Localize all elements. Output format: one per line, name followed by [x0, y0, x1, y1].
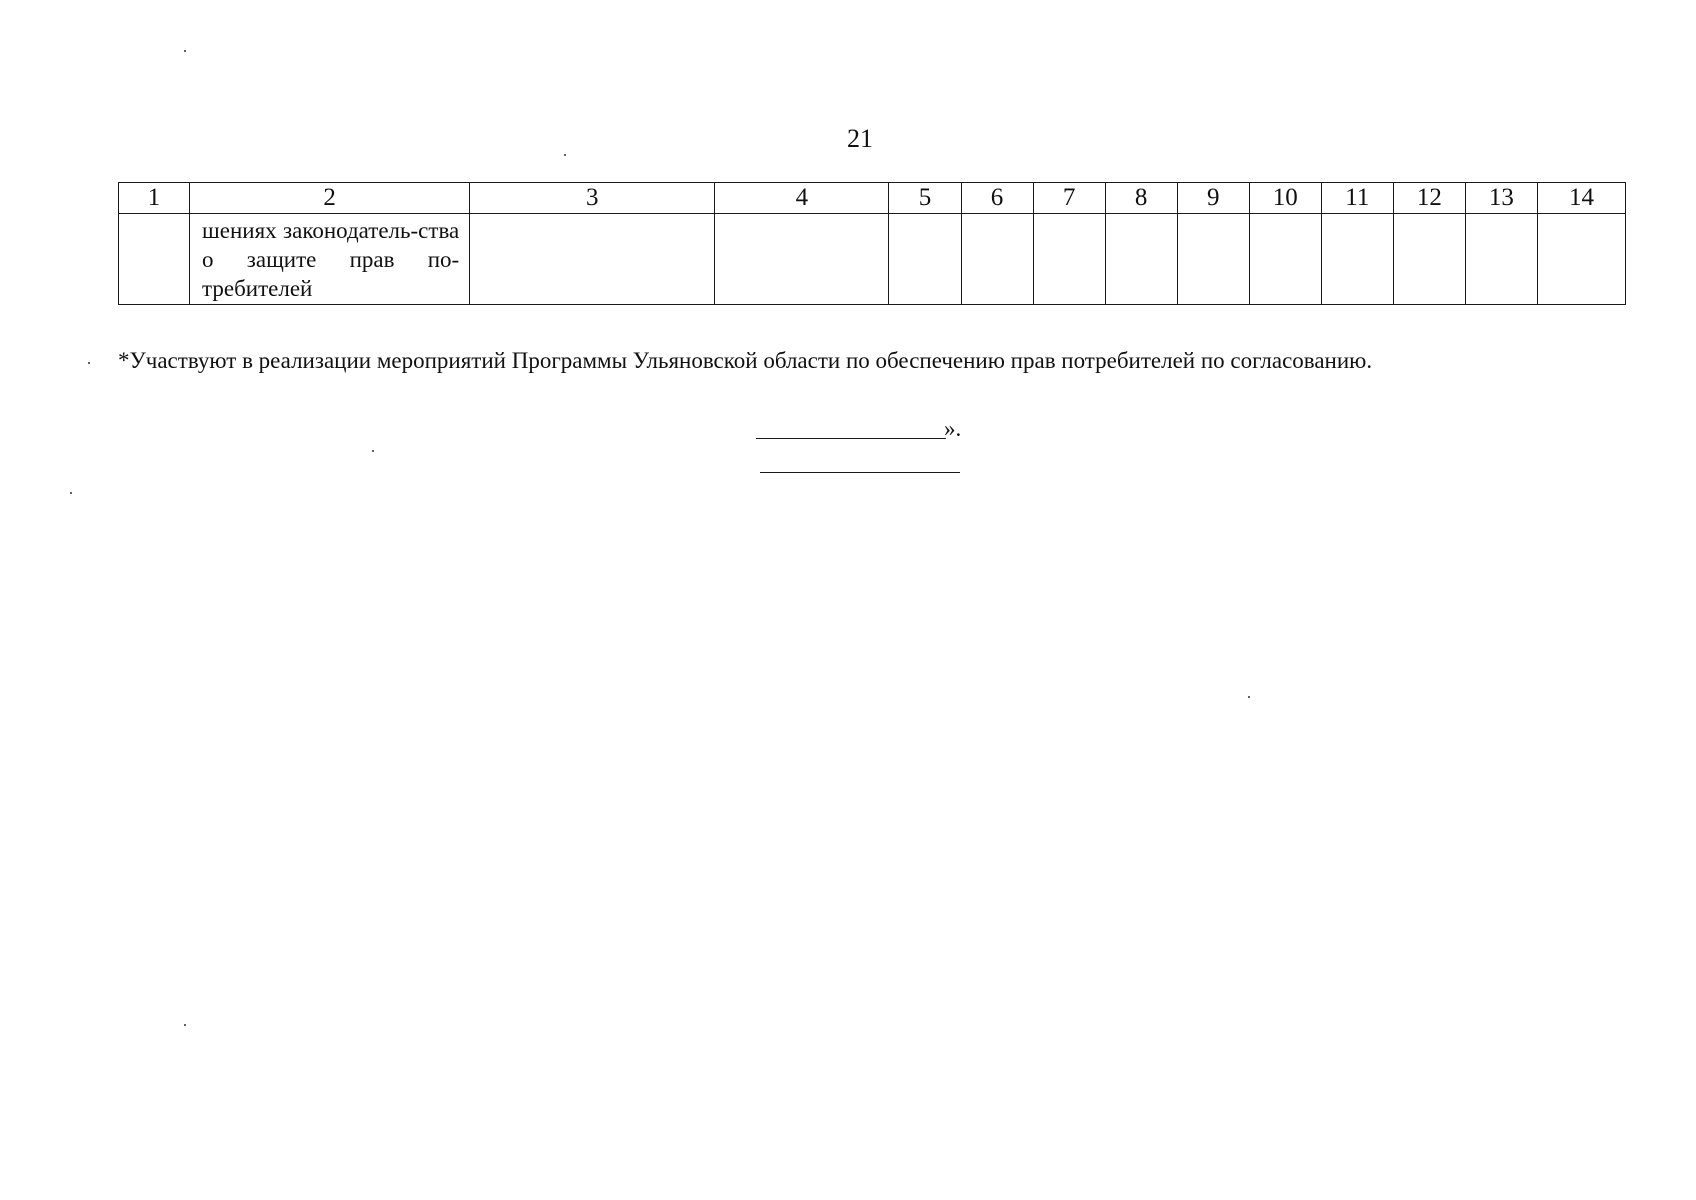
table-cell	[961, 214, 1033, 305]
column-number-cell: 1	[119, 183, 190, 214]
table-row	[119, 214, 1626, 305]
column-number-cell: 4	[715, 183, 889, 214]
table-cell	[1105, 214, 1177, 305]
scan-speck	[184, 1024, 186, 1026]
column-number-cell: 9	[1177, 183, 1249, 214]
table-cell	[715, 214, 889, 305]
table-cell	[1321, 214, 1393, 305]
closing-quote-mark: ».	[944, 416, 962, 441]
column-number-cell: 11	[1321, 183, 1393, 214]
table-cell	[470, 214, 715, 305]
document-end-rule	[760, 472, 960, 473]
scan-speck	[184, 50, 186, 52]
column-number-cell: 10	[1249, 183, 1321, 214]
table-cell	[1249, 214, 1321, 305]
scan-speck	[1248, 696, 1250, 698]
column-number-cell: 14	[1537, 183, 1625, 214]
table-cell	[1033, 214, 1105, 305]
column-number-cell: 6	[961, 183, 1033, 214]
column-number-row	[119, 183, 1626, 214]
column-number-cell: 8	[1105, 183, 1177, 214]
column-number-cell: 3	[470, 183, 715, 214]
closing-blank-line	[756, 438, 946, 439]
table-cell	[1465, 214, 1537, 305]
table-cell	[1393, 214, 1465, 305]
measure-text: шениях законодатель-ства о защите прав по-требителей	[202, 218, 460, 301]
scan-speck	[564, 154, 566, 156]
table-cell	[1537, 214, 1625, 305]
table-cell	[190, 214, 470, 305]
page-number: 21	[847, 124, 873, 153]
column-number-cell: 13	[1465, 183, 1537, 214]
footnote: *Участвуют в реализации мероприятий Программы Ульяновской области по обеспечению прав потребителей по согласованию.	[118, 348, 1373, 373]
column-number-cell: 7	[1033, 183, 1105, 214]
column-number-cell: 5	[889, 183, 961, 214]
column-number-cell: 12	[1393, 183, 1465, 214]
continuation-table	[118, 182, 1626, 305]
column-number-cell: 2	[190, 183, 470, 214]
scan-speck	[372, 450, 374, 452]
scan-speck	[88, 362, 90, 364]
table-cell	[119, 214, 190, 305]
scan-speck	[70, 492, 72, 494]
table-cell	[889, 214, 961, 305]
table-cell	[1177, 214, 1249, 305]
